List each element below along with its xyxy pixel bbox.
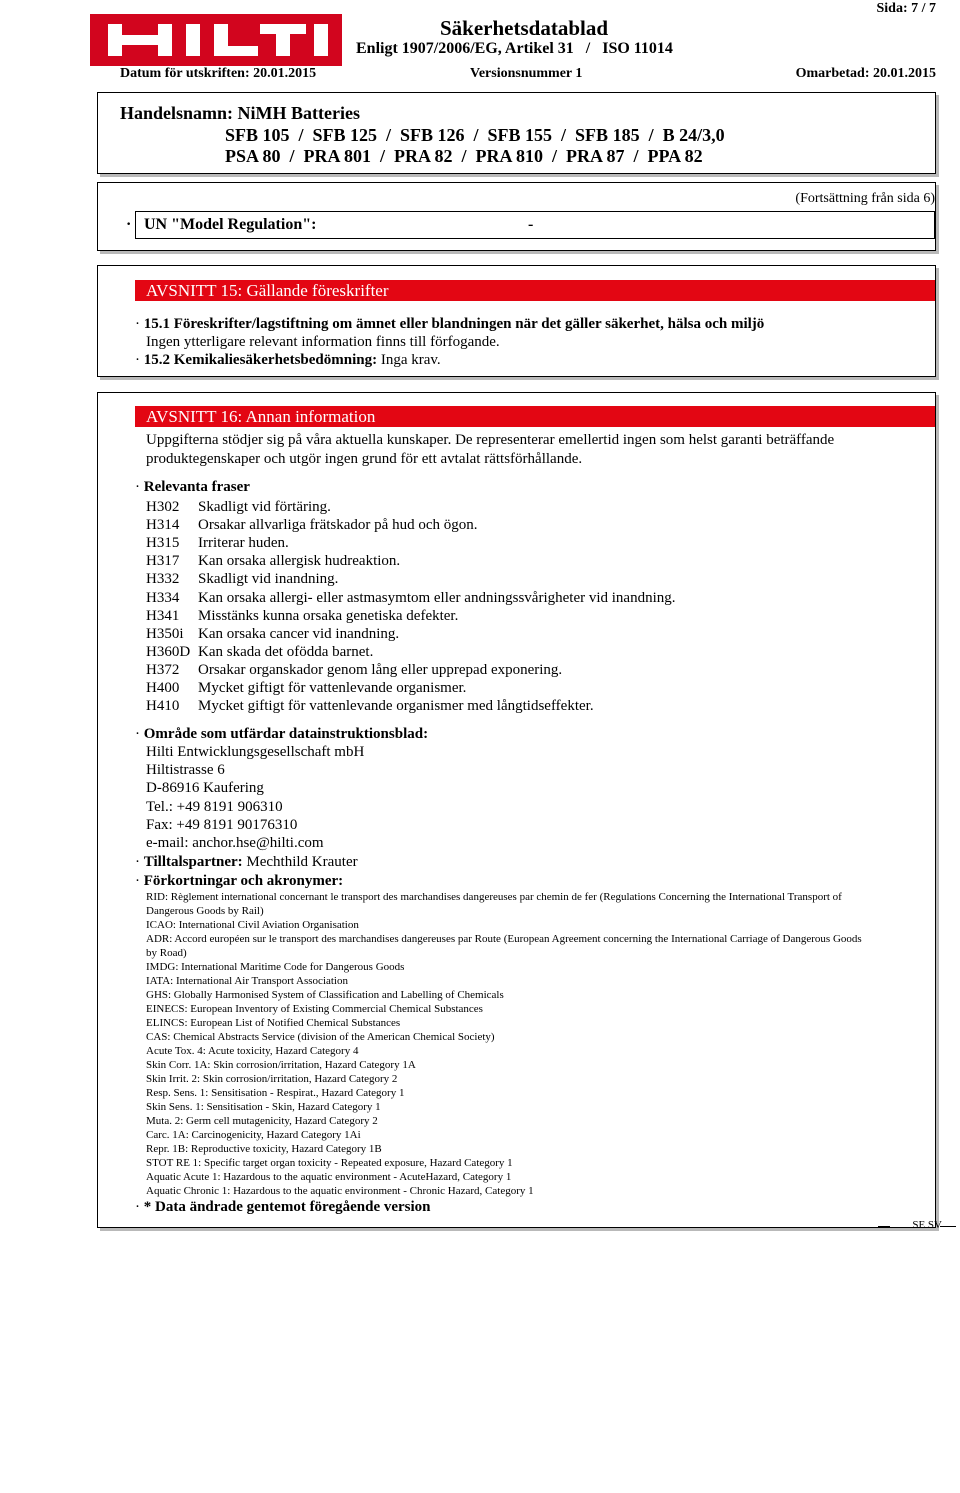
- continuation-box: [97, 182, 936, 251]
- phrase-code: H341: [146, 607, 180, 624]
- phrase-text: Kan orsaka allergisk hudreaktion.: [198, 553, 401, 570]
- issuer-heading: Område som utfärdar datainstruktionsblad:: [143, 726, 429, 742]
- phrase-code: H400: [146, 680, 180, 696]
- contact-name: Mechthild Krauter: [246, 854, 358, 870]
- phrase-text: Orsakar allvarliga frätskador på hud och ögon.: [198, 517, 478, 534]
- meta-line: [120, 66, 936, 84]
- abbreviation-line: Dangerous Goods by Rail): [146, 905, 264, 917]
- changed-note-line: · * Data ändrade gentemot föregående version: [135, 1199, 431, 1215]
- phrase-text: Misstänks kunna orsaka genetiska defekter.: [198, 607, 459, 624]
- relevant-phrases-title: · Relevanta fraser: [135, 479, 250, 495]
- abbreviation-line: STOT RE 1: Specific target organ toxicity - Repeated exposure, Hazard Category 1: [146, 1157, 513, 1169]
- continuation-note: (Fortsättning från sida 6): [795, 191, 935, 206]
- abbreviation-line: IATA: International Air Transport Association: [146, 975, 348, 987]
- section-16-title: AVSNITT 16: Annan information: [146, 407, 376, 426]
- section-15-header: [135, 280, 935, 301]
- abbreviation-line: Aquatic Acute 1: Hazardous to the aquatic environment - AcuteHazard, Category 1: [146, 1171, 512, 1183]
- abbreviation-line: by Road): [146, 947, 187, 959]
- product-line-2: PSA 80 / PRA 801 / PRA 82 / PRA 810 / PRA 87 / PPA 82: [225, 146, 703, 166]
- section-15-title: AVSNITT 15: Gällande föreskrifter: [146, 281, 389, 300]
- abbreviation-line: Muta. 2: Germ cell mutagenicity, Hazard Category 2: [146, 1115, 378, 1127]
- footer-rule-right: [940, 1226, 956, 1227]
- relevant-phrases-heading: Relevanta fraser: [143, 479, 250, 495]
- abbreviation-line: Repr. 1B: Reproductive toxicity, Hazard Category 1B: [146, 1143, 382, 1155]
- contact-line: · Tilltalspartner: Mechthild Krauter: [135, 854, 358, 870]
- issuer-line: D-86916 Kaufering: [146, 780, 264, 797]
- phrase-text: Kan orsaka allergi- eller astmasymtom eller andningssvårigheter vid inandning.: [198, 589, 676, 606]
- section-16-header: [135, 406, 935, 427]
- abbreviation-line: Skin Sens. 1: Sensitisation - Skin, Hazard Category 1: [146, 1101, 381, 1113]
- phrase-code: H350i: [146, 625, 184, 642]
- abbreviation-line: Acute Tox. 4: Acute toxicity, Hazard Category 4: [146, 1045, 359, 1057]
- phrase-text: Mycket giftigt för vattenlevande organismer.: [198, 680, 467, 696]
- phrase-code: H332: [146, 571, 180, 588]
- section-15-1-title: · 15.1 Föreskrifter/lagstiftning om ämnet eller blandningen när det gäller säkerhet, hälsa och miljö: [135, 316, 765, 332]
- section-15-2-heading: 15.2 Kemikaliesäkerhetsbedömning:: [143, 352, 378, 368]
- revised-date: Omarbetad: 20.01.2015: [795, 66, 936, 81]
- section-16-intro-1: Uppgifterna stödjer sig på våra aktuella kunskaper. De representerar emellertid ingen som helst garanti beträffande: [146, 432, 835, 448]
- page-number: Sida: 7 / 7: [876, 1, 936, 16]
- issuer-line: Tel.: +49 8191 906310: [146, 798, 283, 815]
- version-number: Versionsnummer 1: [470, 66, 583, 81]
- section-16-box: [97, 392, 936, 1228]
- phrase-text: Irriterar huden.: [198, 535, 289, 552]
- product-box: [97, 92, 936, 174]
- phrase-code: H410: [146, 698, 180, 715]
- phrase-text: Skadligt vid inandning.: [198, 571, 339, 588]
- issuer-line: Hilti Entwicklungsgesellschaft mbH: [146, 744, 365, 760]
- abbreviation-line: EINECS: European Inventory of Existing Commercial Chemical Substances: [146, 1003, 483, 1015]
- un-regulation-value: -: [528, 216, 534, 233]
- phrase-text: Orsakar organskador genom lång eller upprepad exponering.: [198, 661, 563, 678]
- hilti-logo: [90, 14, 342, 66]
- bullet: ·: [126, 216, 132, 233]
- abbreviations-title: · Förkortningar och akronymer:: [135, 873, 344, 889]
- section-15-1-text: Ingen ytterligare relevant information finns till förfogande.: [146, 334, 500, 350]
- phrase-code: H360D: [146, 643, 191, 660]
- abbreviation-line: Carc. 1A: Carcinogenicity, Hazard Category 1Ai: [146, 1129, 361, 1141]
- phrase-code: H302: [146, 499, 180, 515]
- section-16-intro-2: produktegenskaper och utgör ingen grund för ett avtalat rättsförhållande.: [146, 451, 583, 467]
- abbreviations-heading: Förkortningar och akronymer:: [143, 873, 344, 889]
- phrase-code: H315: [146, 535, 180, 552]
- abbreviation-line: GHS: Globally Harmonised System of Classification and Labelling of Chemicals: [146, 989, 504, 1001]
- section-15-2: · 15.2 Kemikaliesäkerhetsbedömning: Inga krav.: [135, 352, 441, 368]
- issuer-title: · Område som utfärdar datainstruktionsblad:: [135, 726, 429, 742]
- abbreviation-line: CAS: Chemical Abstracts Service (division of the American Chemical Society): [146, 1031, 495, 1043]
- abbreviation-line: Resp. Sens. 1: Sensitisation - Respirat., Hazard Category 1: [146, 1087, 405, 1099]
- language-code: SE SV: [912, 1219, 942, 1231]
- section-15-2-text: Inga krav.: [380, 352, 441, 368]
- phrase-code: H317: [146, 553, 180, 570]
- contact-label: Tilltalspartner:: [143, 854, 243, 870]
- phrase-text: Mycket giftigt för vattenlevande organismer med långtidseffekter.: [198, 698, 594, 715]
- phrase-code: H372: [146, 661, 180, 678]
- document-subtitle: Enligt 1907/2006/EG, Artikel 31 / ISO 11014: [356, 40, 673, 57]
- section-15-1-heading: 15.1 Föreskrifter/lagstiftning om ämnet eller blandningen när det gäller säkerhet, hälsa och miljö: [143, 316, 765, 332]
- trade-name: Handelsnamn: NiMH Batteries: [120, 103, 360, 123]
- abbreviation-line: Skin Irrit. 2: Skin corrosion/irritation, Hazard Category 2: [146, 1073, 398, 1085]
- phrase-code: H334: [146, 589, 180, 606]
- abbreviation-line: ICAO: International Civil Aviation Organisation: [146, 919, 359, 931]
- abbreviation-line: ELINCS: European List of Notified Chemical Substances: [146, 1017, 401, 1029]
- product-line-1: SFB 105 / SFB 125 / SFB 126 / SFB 155 / SFB 185 / B 24/3,0: [225, 125, 725, 145]
- issuer-line[interactable]: e-mail: anchor.hse@hilti.com: [146, 835, 324, 851]
- document-title: Säkerhetsdatablad: [440, 16, 609, 40]
- phrase-text: Kan skada det ofödda barnet.: [198, 643, 374, 660]
- abbreviation-line: IMDG: International Maritime Code for Dangerous Goods: [146, 961, 405, 973]
- footer-rule-left: [878, 1226, 890, 1227]
- issuer-line: Fax: +49 8191 90176310: [146, 816, 298, 833]
- abbreviation-line: ADR: Accord européen sur le transport des marchandises dangereuses par Route (European Agreement concerning the International Carriage of Dangerous Goods: [146, 933, 862, 945]
- issuer-line: Hiltistrasse 6: [146, 762, 225, 779]
- phrase-code: H314: [146, 517, 180, 534]
- un-regulation-label: UN "Model Regulation":: [144, 216, 317, 233]
- phrase-text: Skadligt vid förtäring.: [198, 499, 331, 515]
- section-15-box: [97, 265, 936, 377]
- abbreviation-line: RID: Règlement international concernant le transport des marchandises dangereuses par chemin de fer (Regulations Concerning the International Transport of: [146, 891, 842, 903]
- abbreviation-line: Aquatic Chronic 1: Hazardous to the aquatic environment - Chronic Hazard, Category 1: [146, 1185, 534, 1197]
- abbreviation-line: Skin Corr. 1A: Skin corrosion/irritation, Hazard Category 1A: [146, 1059, 416, 1071]
- print-date: Datum för utskriften: 20.01.2015: [120, 66, 317, 81]
- un-regulation-row: [126, 211, 935, 239]
- phrase-text: Kan orsaka cancer vid inandning.: [198, 625, 400, 642]
- changed-note: * Data ändrade gentemot föregående version: [143, 1199, 431, 1215]
